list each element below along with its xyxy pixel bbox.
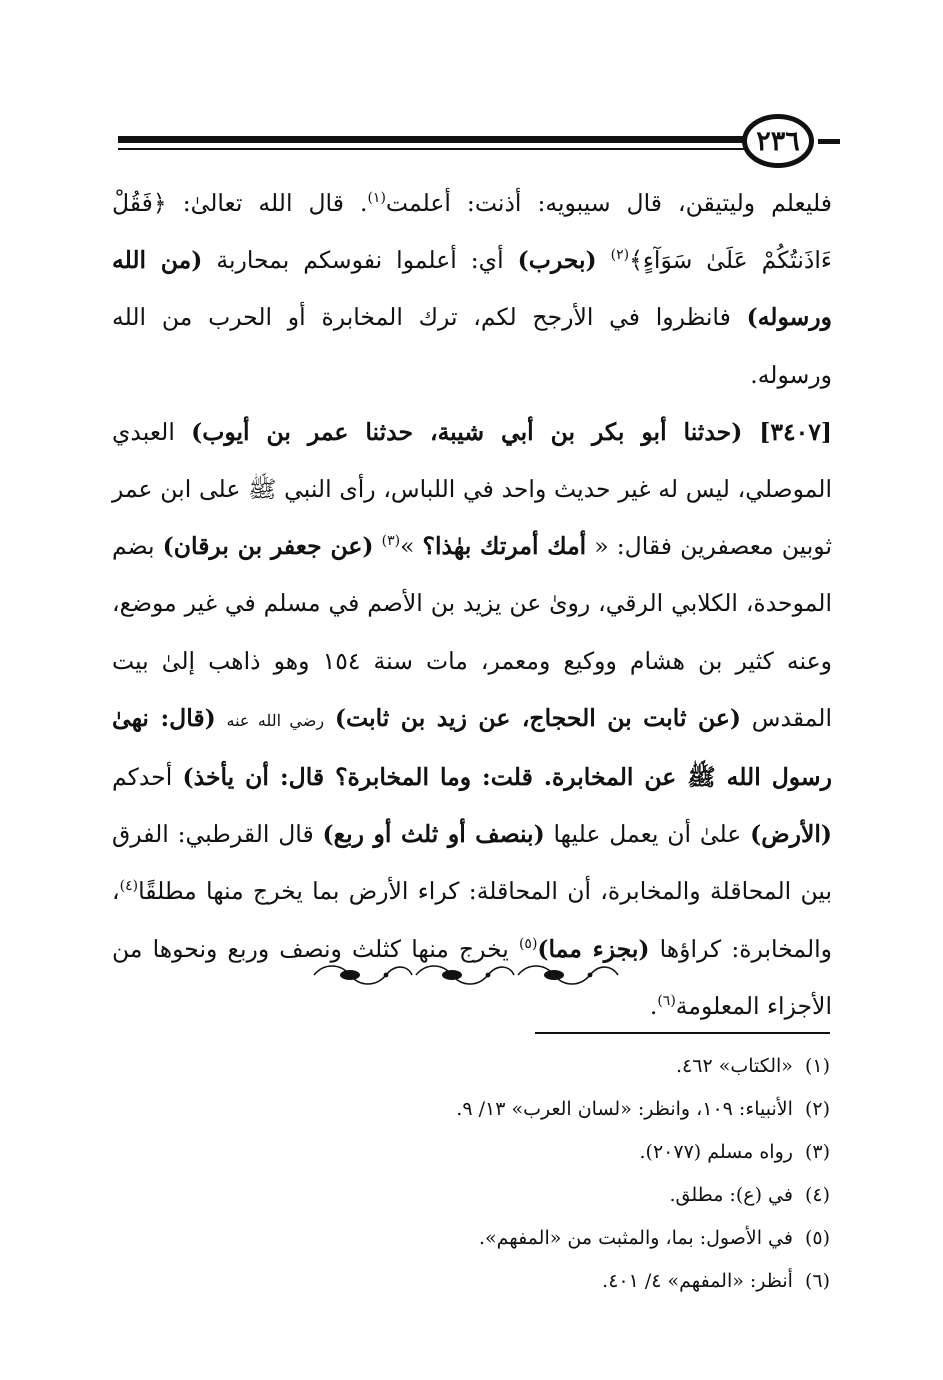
footnote-item: [200, 1088, 830, 1131]
footnote-item: [200, 1045, 830, 1088]
footnote-separator: [535, 1032, 830, 1034]
bold-text: (قال: نهىٰ رسول الله ﷺ عن المخابرة. قلت: وما المخابرة؟ قال: أن يأخذ): [112, 703, 832, 792]
header-rule-thin: [118, 148, 744, 150]
text-span: أي: أعلموا نفوسكم بمحاربة: [202, 246, 518, 275]
text-span: علىٰ أن يعمل عليها: [544, 820, 751, 849]
footnote-ref: (٦): [657, 993, 676, 1010]
page-number: ٢٣٦: [742, 114, 814, 168]
text-span: أحدكم: [112, 763, 183, 792]
footnote-ref: (٥): [518, 935, 538, 952]
bold-text: (بنصف أو ثلث أو ربع): [322, 820, 545, 849]
footnote-number: (٥): [804, 1227, 830, 1249]
main-text: [112, 175, 832, 1035]
page-header: [118, 112, 840, 172]
bold-text: أمك أمرتك بهٰذا؟: [422, 532, 587, 561]
text-span: العبدي الموصلي، ليس له غير حديث واحد في اللباس، رأى النبي ﷺ على ابن عمر ثوبين معصفرين فقال: «: [112, 417, 832, 561]
bold-text: (عن جعفر بن برقان): [162, 532, 374, 561]
text-span: ، والمخابرة: كراؤها: [112, 877, 833, 963]
footnote-ref: (٢): [610, 247, 630, 264]
footnotes: [200, 1045, 830, 1303]
bold-text: (من الله ورسوله): [112, 246, 832, 332]
footnote-number: (٢): [804, 1098, 830, 1120]
footnote-ref: (١): [367, 190, 386, 207]
footnote-text: الأنبياء: ١٠٩، وانظر: «لسان العرب» ١٣/ ٩.: [456, 1098, 793, 1120]
footnote-number: (٦): [804, 1270, 830, 1292]
hadith-number-chain: [٣٤٠٧] (حدثنا أبو بكر بن أبي شيبة، حدثنا عمر بن أيوب): [191, 417, 832, 446]
quran-quote: . قال الله تعالىٰ: ﴿فَقُلْ ءَاذَنتُكُمْ عَلَىٰ سَوَآءٍ﴾: [112, 189, 832, 275]
bold-text: (عن ثابت بن الحجاج، عن زيد بن ثابت): [334, 703, 742, 732]
footnote-ref: (٣): [381, 533, 401, 550]
footnote-item: [200, 1174, 830, 1217]
footnote-item: [200, 1217, 830, 1260]
text-span: فانظروا في الأرجح لكم، ترك المخابرة أو الحرب من الله ورسوله.: [112, 303, 832, 389]
text-span: فليعلم وليتيقن، قال سيبويه: أذنت: أعلمت: [385, 189, 833, 217]
text-span: قال القرطبي: الفرق بين المحاقلة والمخابرة، أن المحاقلة: كراء الأرض بما يخرج منها مطلقًا: [112, 820, 832, 906]
footnote-text: رواه مسلم (٢٠٧٧).: [639, 1141, 793, 1163]
text-span: يخرج منها كثلث ونصف وربع ونحوها من الأجزاء المعلومة: [112, 934, 832, 1020]
paragraph-2: [٣٤٠٧] (حدثنا أبو بكر بن أبي شيبة، حدثنا عمر بن أيوب) العبدي الموصلي، ليس له غير حديث واحد في اللباس، رأى النبي ﷺ على ابن عمر ثوبين معصفرين فقال: « أمك أمرتك بهٰذا؟ »$^{(٣)}$ (عن جعفر بن برقان) بضم الموحدة، الكلابي الرقي، روىٰ عن يزيد بن الأصم في مسلم في غير موضع، وعنه كثير بن هشام ووكيع ومعمر، مات سنة ١٥٤ وهو ذاهب إلىٰ بيت المقدس (عن ثابت بن الحجاج، عن زيد بن ثابت) رضي الله عنه (قال: نهىٰ رسول الله ﷺ عن المخابرة. قلت: وما المخابرة؟ قال: أن يأخذ) أحدكم (الأرض) علىٰ أن يعمل عليها (بنصف أو ثلث أو ربع) قال القرطبي: الفرق بين المحاقلة والمخابرة، أن المحاقلة: كراء الأرض بما يخرج منها مطلقًا$^{(٤)}$، والمخابرة: كراؤها (بجزء مما)$^{(٥)}$ يخرج منها كثلث ونصف وربع ونحوها من الأجزاء المعلومة$^{(٦)}$.: [112, 417, 833, 1020]
header-rule-right: [818, 139, 840, 144]
honorific-glyph: رضي الله عنه: [226, 710, 325, 730]
footnote-text: في (ع): مطلق.: [669, 1184, 793, 1206]
header-rule-thick: [118, 136, 744, 143]
footnote-item: [200, 1131, 830, 1174]
bold-text: (بجزء مما): [537, 934, 650, 963]
footnote-text: أنظر: «المفهم» ٤/ ٤٠١.: [602, 1270, 793, 1292]
footnote-text: «الكتاب» ٤٦٢.: [676, 1055, 793, 1077]
bold-text: (بحرب): [517, 246, 597, 275]
footnote-ref: (٤): [119, 878, 139, 895]
footnote-text: في الأصول: بما، والمثبت من «المفهم».: [479, 1227, 793, 1249]
paragraph-1: [112, 175, 832, 404]
footnote-number: (١): [804, 1055, 830, 1077]
text-span: بضم الموحدة، الكلابي الرقي، روىٰ عن يزيد بن الأصم في مسلم في غير موضع، وعنه كثير بن هشام ووكيع ومعمر، مات سنة ١٥٤ وهو ذاهب إلىٰ بيت المقدس: [112, 532, 832, 732]
bold-text: (الأرض): [750, 820, 833, 849]
footnote-number: (٤): [804, 1184, 830, 1206]
floral-divider-icon: [310, 960, 622, 990]
footnote-item: [200, 1260, 830, 1303]
footnote-number: (٣): [804, 1141, 830, 1163]
